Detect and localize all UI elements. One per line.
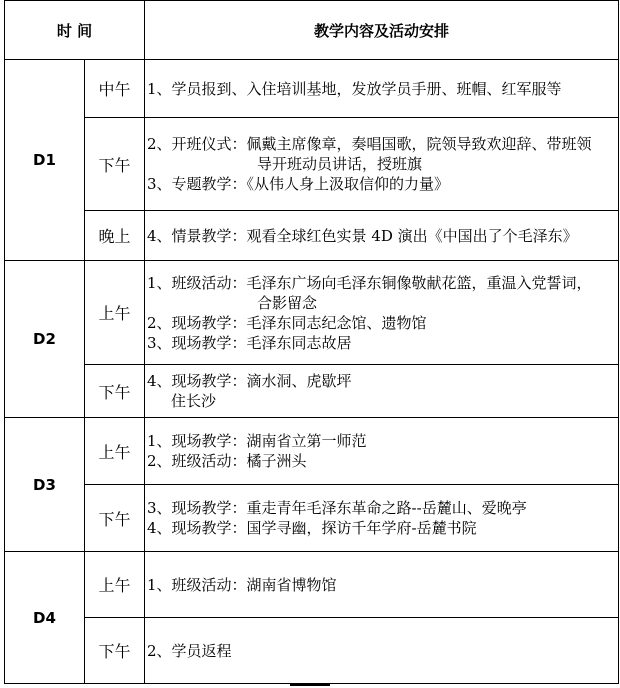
table-row	[5, 60, 619, 118]
content-line: 住长沙	[171, 392, 217, 410]
period-label: 下午	[85, 618, 145, 684]
period-label: 上午	[85, 418, 145, 485]
schedule-table	[4, 0, 619, 684]
period-label: 晚上	[85, 211, 145, 261]
day-label: D4	[5, 552, 85, 684]
content-cell	[145, 60, 619, 118]
page-mark	[290, 684, 330, 686]
content-cell	[145, 618, 619, 684]
content-line: 1、班级活动：湖南省博物馆	[147, 575, 337, 594]
content-cell	[145, 118, 619, 211]
content-line: 1、现场教学：湖南省立第一师范	[147, 432, 367, 450]
period-label: 下午	[85, 365, 145, 418]
content-line: 2、班级活动：橘子洲头	[147, 452, 307, 470]
table-row	[5, 261, 619, 365]
table-row	[5, 485, 619, 552]
content-cell	[145, 211, 619, 261]
content-line: 4、现场教学：滴水洞、虎歇坪	[147, 372, 352, 390]
content-cell	[145, 418, 619, 485]
table-row	[5, 618, 619, 684]
header-row	[5, 1, 619, 60]
period-label: 上午	[85, 261, 145, 365]
content-cell	[145, 261, 619, 365]
content-cell	[145, 552, 619, 618]
table-row	[5, 365, 619, 418]
table-row	[5, 211, 619, 261]
content-cell	[145, 485, 619, 552]
content-line: 导开班动员讲话，授班旗	[257, 155, 423, 173]
period-label: 中午	[85, 60, 145, 118]
period-label: 上午	[85, 552, 145, 618]
period-label: 下午	[85, 485, 145, 552]
content-line: 1、班级活动：毛泽东广场向毛泽东铜像敬献花篮，重温入党誓词，	[147, 273, 592, 292]
content-cell	[145, 365, 619, 418]
content-line: 1、学员报到、入住培训基地，发放学员手册、班帽、红军服等	[147, 79, 562, 98]
content-line: 3、现场教学：重走青年毛泽东革命之路--岳麓山、爱晚亭	[147, 499, 527, 517]
day-label: D2	[5, 261, 85, 418]
period-label: 下午	[85, 118, 145, 211]
day-label: D3	[5, 418, 85, 552]
table-row	[5, 552, 619, 618]
content-line: 2、开班仪式：佩戴主席像章，奏唱国歌，院领导致欢迎辞、带班领	[147, 135, 592, 153]
content-line: 2、学员返程	[147, 641, 232, 660]
header-content: 教学内容及活动安排	[145, 1, 619, 60]
content-line: 3、专题教学：《从伟人身上汲取信仰的力量》	[147, 175, 450, 193]
day-label: D1	[5, 60, 85, 261]
table-row	[5, 118, 619, 211]
content-line: 合影留念	[257, 293, 318, 312]
header-time: 时 间	[5, 1, 145, 60]
content-line: 2、现场教学：毛泽东同志纪念馆、遗物馆	[147, 313, 427, 332]
content-line: 4、现场教学：国学寻幽，探访千年学府-岳麓书院	[147, 519, 477, 537]
content-line: 4、情景教学：观看全球红色实景 4D 演出《中国出了个毛泽东》	[147, 226, 578, 245]
content-line: 3、现场教学：毛泽东同志故居	[147, 333, 352, 352]
table-row	[5, 418, 619, 485]
